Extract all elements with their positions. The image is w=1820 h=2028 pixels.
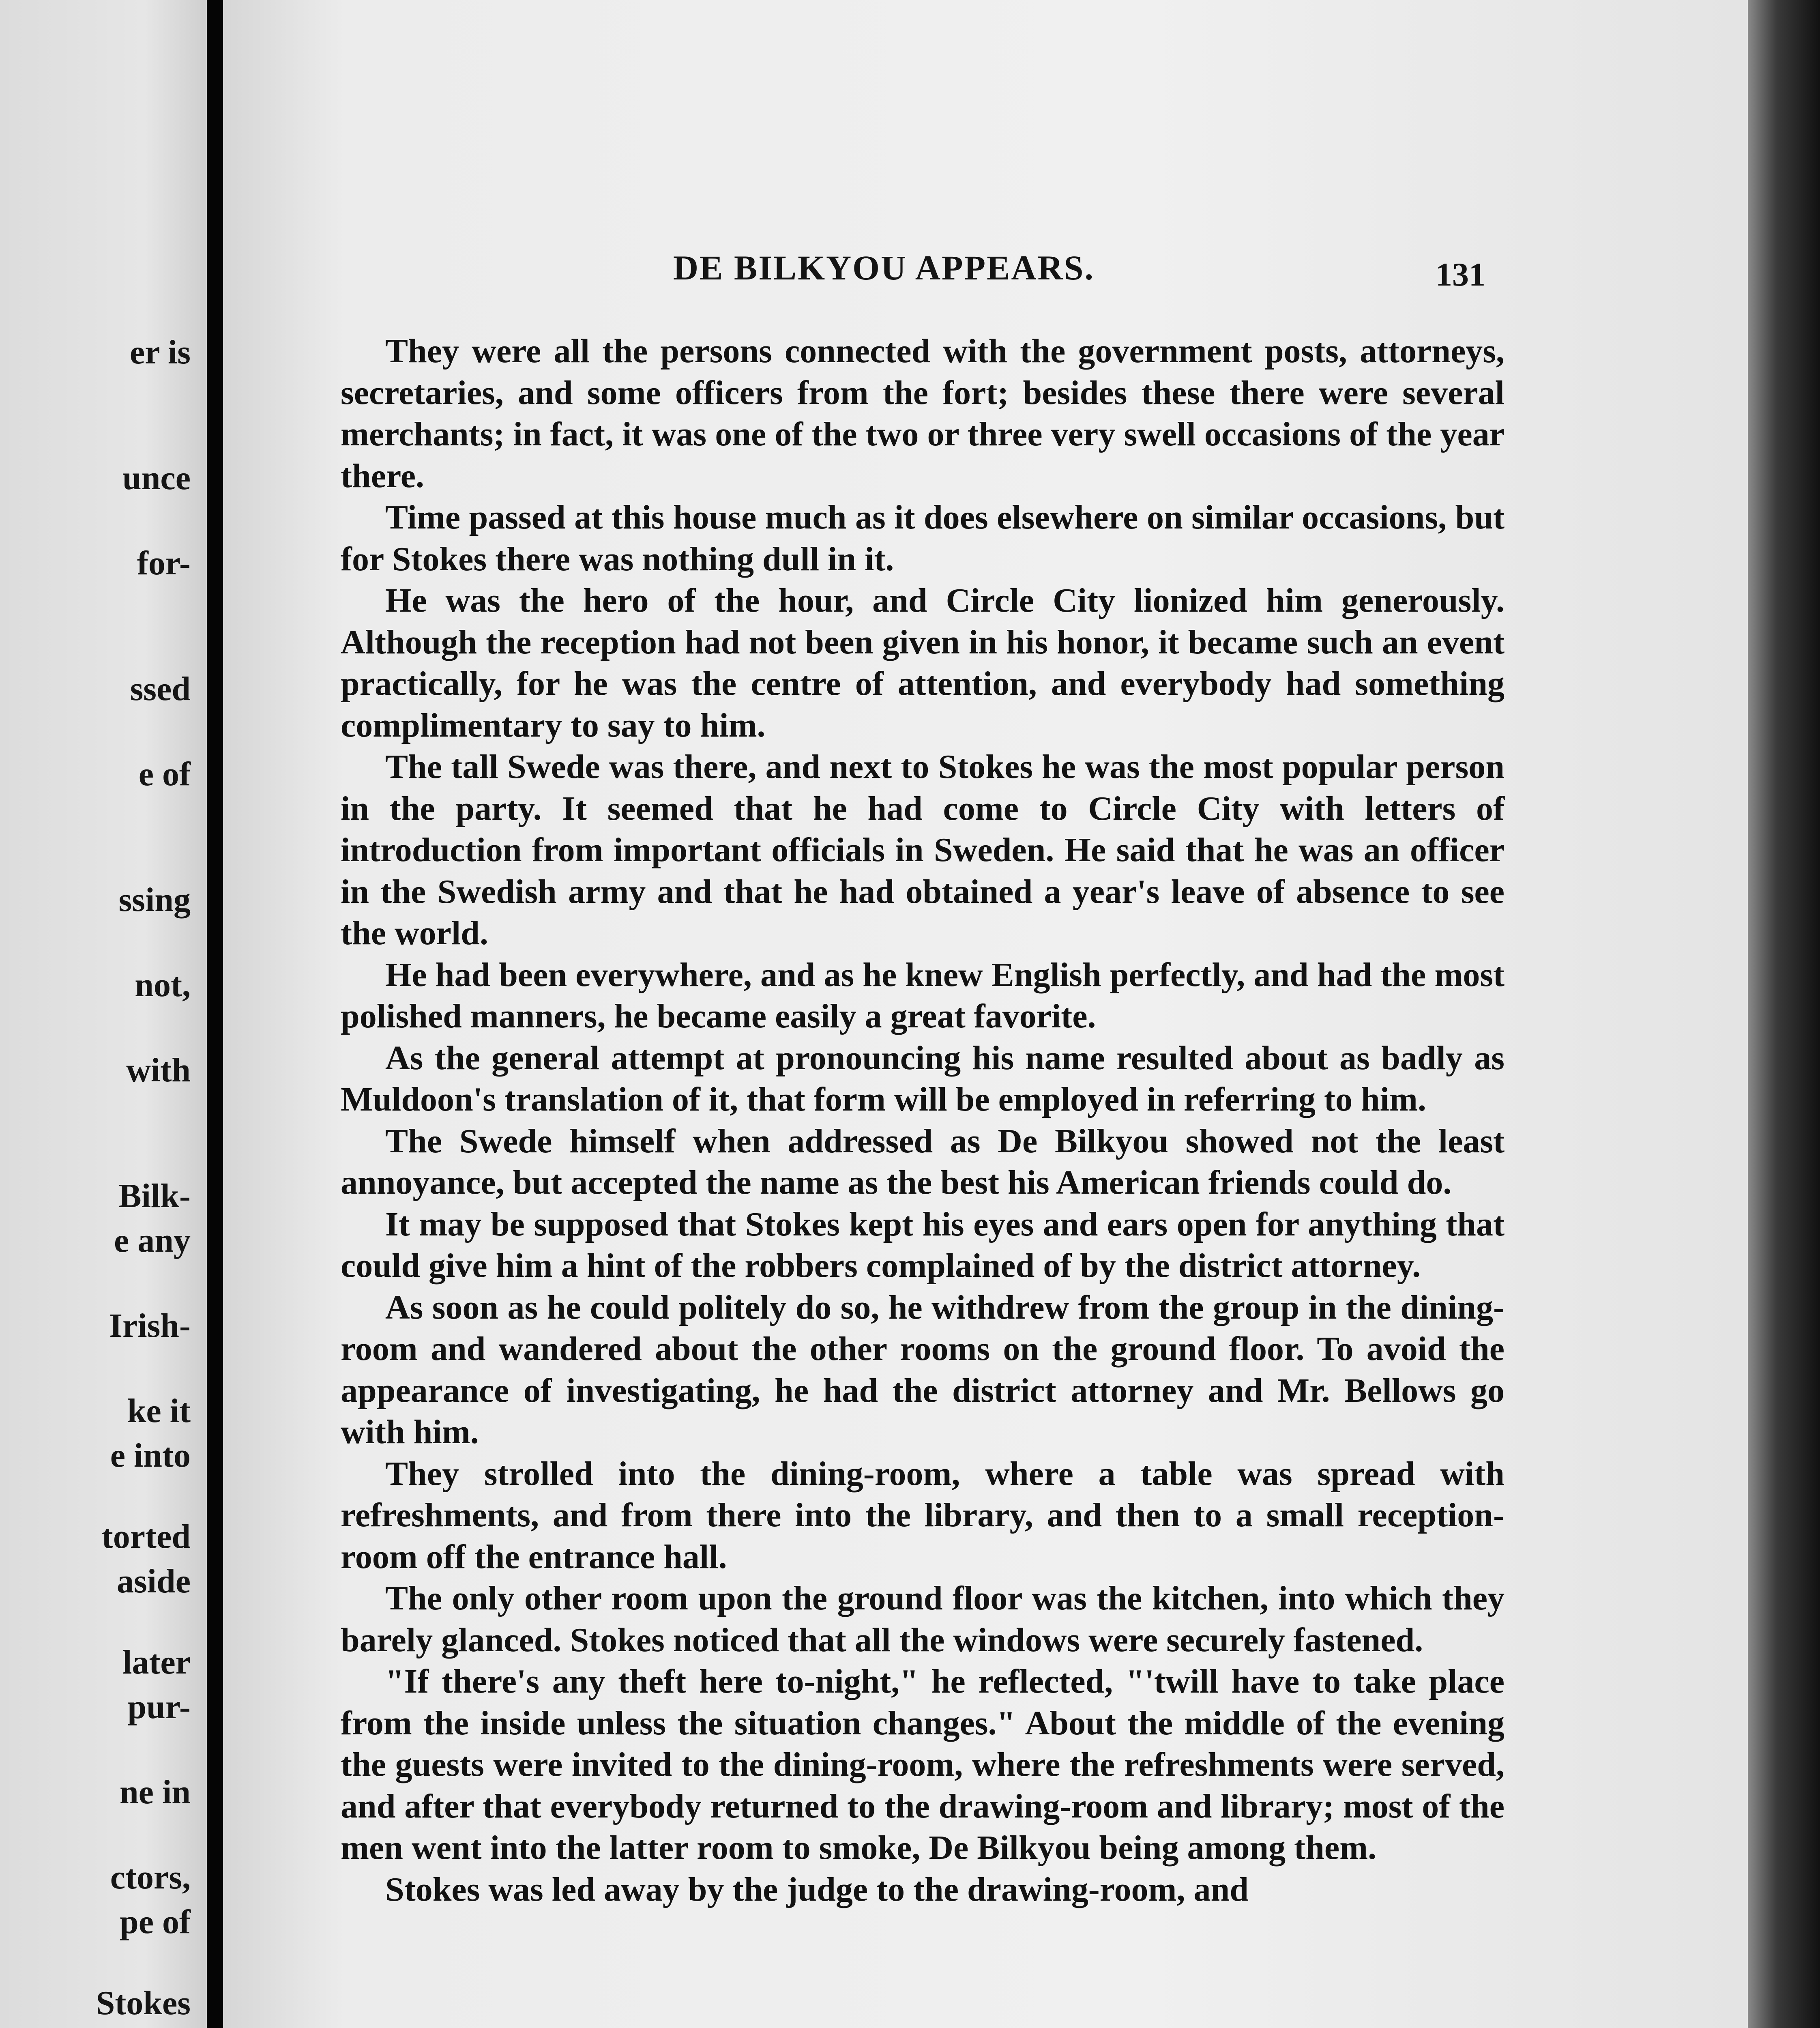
- paragraph: It may be supposed that Stokes kept his eyes and ears open for anything that could give him a hint of the robbers complained of by the district attorney.: [341, 1205, 1505, 1285]
- paragraph: "If there's any theft here to-night," he reflected, "'twill have to take place from the inside unless the situation changes." About the middle of the evening the guests were invited to the dining-room, where the refreshments were served, and after that everybody returned to the drawing-room and library; most of the men went into the latter room to smoke, De Bilkyou being among them.: [341, 1663, 1505, 1867]
- facing-page-fragment: ke it: [127, 1392, 191, 1430]
- facing-page-fragment: later: [122, 1643, 191, 1681]
- facing-page-fragment: e of: [138, 755, 191, 793]
- facing-page-fragment: Stokes: [96, 1984, 191, 2022]
- facing-page-fragment: ctors,: [110, 1858, 191, 1896]
- facing-page-fragment: er is: [129, 333, 191, 371]
- facing-page-fragment: ssing: [118, 881, 191, 919]
- facing-page-fragment: aside: [116, 1562, 191, 1600]
- facing-page-fragment: e into: [110, 1437, 191, 1474]
- facing-page-fragment: pe of: [120, 1903, 191, 1941]
- body-text: [341, 331, 1505, 1910]
- paragraph: As soon as he could politely do so, he withdrew from the group in the dining-room and wandered about the other rooms on the ground floor. To avoid the appearance of investigating, he had the district attorney and Mr. Bellows go with him.: [341, 1288, 1505, 1451]
- facing-page-fragment: ne in: [119, 1773, 191, 1811]
- facing-page-edge: [0, 0, 207, 2028]
- running-head: DE BILKYOU APPEARS.: [673, 248, 1095, 287]
- paragraph: They were all the persons connected with the government posts, attorneys, secretaries, and some officers from the fort; besides these there were several merchants; in fact, it was one of the two or three very swell occasions of the year there.: [341, 332, 1505, 495]
- paragraph: As the general attempt at pronouncing his name resulted about as badly as Muldoon's translation of it, that form will be employed in referring to him.: [341, 1039, 1505, 1118]
- facing-page-fragment: Irish-: [109, 1307, 191, 1345]
- facing-page-fragment: Bilk-: [118, 1177, 191, 1215]
- facing-page-fragment: unce: [122, 459, 191, 497]
- facing-page-fragment: with: [126, 1051, 191, 1089]
- facing-page-fragment: ssed: [130, 670, 191, 708]
- paragraph: Time passed at this house much as it does elsewhere on similar occasions, but for Stokes there was nothing dull in it.: [341, 498, 1505, 578]
- facing-page-fragment: torted: [101, 1518, 191, 1555]
- page-edge-shadow: [1748, 0, 1820, 2028]
- facing-page-fragment: pur-: [127, 1688, 191, 1726]
- paragraph: They strolled into the dining-room, where a table was spread with refreshments, and from there into the library, and then to a small reception-room off the entrance hall.: [341, 1454, 1505, 1576]
- paragraph: The Swede himself when addressed as De Bilkyou showed not the least annoyance, but accepted the name as the best his American friends could do.: [341, 1122, 1505, 1201]
- book-gutter: [207, 0, 223, 2028]
- facing-page-fragment: not,: [135, 966, 191, 1004]
- facing-page-fragment: e any: [114, 1222, 191, 1259]
- paragraph: The only other room upon the ground floor was the kitchen, into which they barely glanced. Stokes noticed that all the windows were securely fastened.: [341, 1579, 1505, 1659]
- paragraph: The tall Swede was there, and next to Stokes he was the most popular person in the party. It seemed that he had come to Circle City with letters of introduction from important officials in Sweden. He said that he was an officer in the Swedish army and that he had obtained a year's leave of absence to see the world.: [341, 748, 1505, 952]
- paragraph: He had been everywhere, and as he knew English perfectly, and had the most polished manners, he became easily a great favorite.: [341, 956, 1505, 1035]
- paragraph: He was the hero of the hour, and Circle City lionized him generously. Although the reception had not been given in his honor, it became such an event practically, for he was the centre of attention, and everybody had something complimentary to say to him.: [341, 582, 1505, 744]
- facing-page-fragment: for-: [137, 544, 191, 582]
- page-number: 131: [1436, 256, 1485, 293]
- paragraph: Stokes was led away by the judge to the drawing-room, and: [385, 1870, 1249, 1908]
